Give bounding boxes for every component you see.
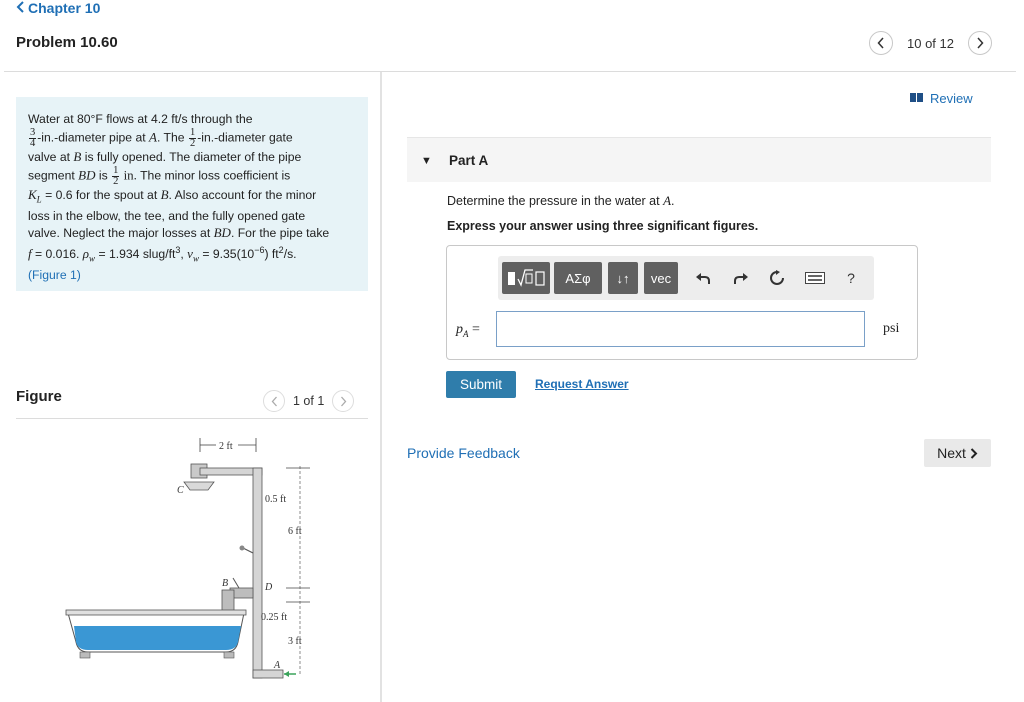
unit-label: psi: [883, 321, 900, 336]
figure-divider: [16, 418, 368, 419]
problem-line-6: loss in the elbow, the tee, and the fully opened gate: [28, 209, 306, 224]
chevron-left-icon: [271, 396, 278, 407]
problem-line-5: $K_L = 0.6$ for the spout at B. Also account for the minor: [28, 186, 317, 205]
part-a-header[interactable]: [407, 138, 991, 182]
dimension-vertical: [261, 466, 310, 675]
symbols-button[interactable]: ΑΣφ: [554, 262, 602, 294]
figure-title: Figure: [16, 388, 62, 405]
problem-line-8: f = 0.016. $\rho_w = 1.934$ slug/$ft^3$, $\nu_w = 9.35(10^{-6})$ $ft^2/s$.: [28, 244, 297, 264]
figure-pager: [263, 390, 354, 412]
previous-problem-button[interactable]: [869, 31, 893, 55]
svg-text:A: A: [274, 660, 281, 671]
bathtub: [66, 610, 246, 658]
chevron-right-icon: [976, 37, 984, 49]
chevron-left-icon: [16, 0, 25, 16]
svg-text:C: C: [177, 485, 184, 496]
keyboard-icon[interactable]: [804, 269, 826, 287]
problem-line-2: $\frac{3}{4}$ -in.-diameter pipe at A. The $\frac{1}{2}$ -in.-diameter gate: [30, 126, 293, 149]
svg-text:0.25 ft: 0.25 ft: [261, 612, 288, 623]
review-label: Review: [930, 91, 973, 106]
problem-title: Problem 10.60: [16, 34, 118, 51]
request-answer-link[interactable]: Request Answer: [535, 377, 629, 391]
part-a-label: Part A: [449, 153, 489, 168]
dimension-2ft: [200, 438, 256, 452]
pipe-system-figure: [60, 430, 330, 692]
book-icon: [910, 91, 924, 106]
review-link[interactable]: [910, 91, 973, 106]
next-figure-button[interactable]: [332, 390, 354, 412]
chapter-back-link[interactable]: [16, 0, 100, 16]
panel-splitter[interactable]: [380, 72, 382, 702]
problem-line-9: [28, 267, 356, 284]
svg-text:B: B: [222, 578, 229, 589]
chevron-left-icon: [877, 37, 885, 49]
fraction-three-quarters: $\frac{3}{4}$: [30, 126, 36, 149]
svg-text:0.5 ft: 0.5 ft: [265, 494, 287, 505]
problem-line-4: segment BD is $\frac{1}{2}$ in. The minor loss coefficient is: [28, 164, 291, 187]
svg-text:3 ft: 3 ft: [288, 636, 302, 647]
redo-icon[interactable]: [732, 269, 750, 287]
vector-button[interactable]: vec: [644, 262, 678, 294]
templates-button[interactable]: [502, 262, 550, 294]
next-label: Next: [937, 445, 966, 461]
spout-assembly: [222, 578, 273, 612]
fraction-one-half: $\frac{1}{2}$: [113, 164, 119, 187]
vertical-pipe: [253, 468, 262, 678]
svg-text:D: D: [265, 582, 273, 593]
problem-line-3: valve at B is fully opened. The diameter of the pipe: [28, 148, 302, 164]
chevron-right-icon: [970, 448, 978, 459]
help-icon[interactable]: ?: [847, 270, 855, 286]
reset-icon[interactable]: [768, 269, 786, 287]
fraction-one-half: $\frac{1}{2}$: [189, 126, 196, 149]
svg-text:6 ft: 6 ft: [288, 526, 302, 537]
submit-button[interactable]: Submit: [446, 371, 516, 398]
provide-feedback-link[interactable]: Provide Feedback: [407, 445, 520, 461]
subscript-superscript-button[interactable]: ↓↑: [608, 262, 638, 294]
instruction-text: Express your answer using three significant figures.: [447, 219, 759, 233]
math-toolbar: [498, 256, 874, 300]
answer-input[interactable]: [496, 311, 865, 347]
question-text: Determine the pressure in the water at A.: [447, 193, 675, 208]
collapse-caret-icon[interactable]: ▼: [421, 155, 432, 167]
problem-pager-text: 10 of 12: [907, 35, 954, 51]
problem-statement: [16, 97, 368, 291]
problem-pager: [869, 31, 992, 55]
templates-icon: [506, 267, 546, 289]
header-divider: [4, 71, 1016, 72]
next-button[interactable]: [924, 439, 991, 467]
figure-pager-text: 1 of 1: [293, 394, 325, 408]
next-problem-button[interactable]: [968, 31, 992, 55]
problem-line-7: valve. Neglect the major losses at BD. For the pipe take: [28, 225, 330, 241]
figure-link[interactable]: (Figure 1): [28, 268, 81, 283]
problem-line-1: Water at 80°F flows at 4.2 ft/s through the: [28, 112, 253, 126]
valve-handle: [240, 546, 254, 554]
svg-text:2 ft: 2 ft: [219, 441, 233, 452]
undo-icon[interactable]: [694, 269, 712, 287]
previous-figure-button[interactable]: [263, 390, 285, 412]
answer-label: $p_A$ =: [456, 322, 480, 339]
chapter-link-label: Chapter 10: [28, 0, 101, 16]
chevron-right-icon: [340, 396, 347, 407]
